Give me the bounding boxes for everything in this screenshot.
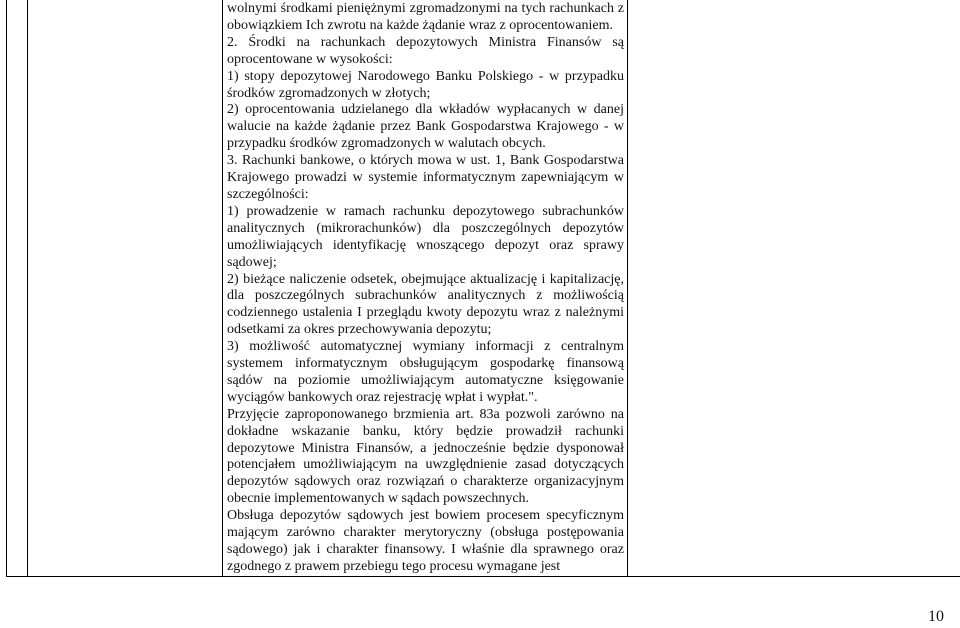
document-table (6, 0, 960, 577)
paragraph: 2) bieżące naliczenie odsetek, obejmujące aktualizację i kapitalizację, dla poszczególnych subrachunków analitycznych z możliwością codziennego ustalenia I przeglądu kwoty depozytu wraz z należnymi odsetkami za okres przechowywania depozytu; (227, 271, 624, 338)
table-cell-empty-4 (628, 0, 960, 576)
table-cell-empty-2 (28, 0, 223, 576)
cell-text-content (223, 0, 627, 576)
paragraph: 2) oprocentowania udzielanego dla wkładów wypłacanych w danej walucie na każde żądanie przez Bank Gospodarstwa Krajowego - w przypadku środków zgromadzonych w walutach obcych. (227, 102, 624, 152)
paragraph: wolnymi środkami pieniężnymi zgromadzonymi na tych rachunkach z obowiązkiem Ich zwrotu na każde żądanie wraz z oprocentowaniem. (227, 1, 624, 33)
table-row (7, 0, 960, 576)
paragraph: 3) możliwość automatycznej wymiany informacji z centralnym systemem informatycznym obsługującym gospodarkę finansową sądów na poziomie umożliwiającym automatyczne księgowanie wyciągów bankowych oraz rejestrację wpłat i wypłat.". (227, 339, 624, 405)
paragraph: Przyjęcie zaproponowanego brzmienia art. 83a pozwoli zarówno na dokładne wskazanie banku, który będzie prowadził rachunki depozytowe Ministra Finansów, a jednocześnie będzie dysponował potencjałem umożliwiającym na uwzględnienie zasad dotyczących depozytów sądowych oraz rozwiązań o charakterze organizacyjnym obecnie implementowanych w sądach powszechnych. (227, 406, 624, 507)
table-cell-empty-1 (7, 0, 28, 576)
paragraph: 2. Środki na rachunkach depozytowych Ministra Finansów są oprocentowane w wysokości: (227, 34, 624, 67)
paragraph: 1) prowadzenie w ramach rachunku depozytowego subrachunków analitycznych (mikrorachunków) dla poszczególnych depozytów umożliwiających identyfikację wnoszącego depozyt oraz sprawy sądowej; (227, 203, 624, 270)
page-number: 10 (928, 608, 944, 625)
paragraph: 1) stopy depozytowej Narodowego Banku Polskiego - w przypadku środków zgromadzonych w złotych; (227, 68, 624, 101)
table-cell-text (223, 0, 628, 576)
paragraph: Obsługa depozytów sądowych jest bowiem procesem specyficznym mającym zarówno charakter merytoryczny (obsługa postępowania sądowego) jak i charakter finansowy. I właśnie dla sprawnego oraz zgodnego z prawem przebiegu tego procesu wymagane jest (227, 508, 624, 574)
paragraph: 3. Rachunki bankowe, o których mowa w ust. 1, Bank Gospodarstwa Krajowego prowadzi w systemie informatycznym zapewniającym w szczególności: (227, 153, 624, 202)
